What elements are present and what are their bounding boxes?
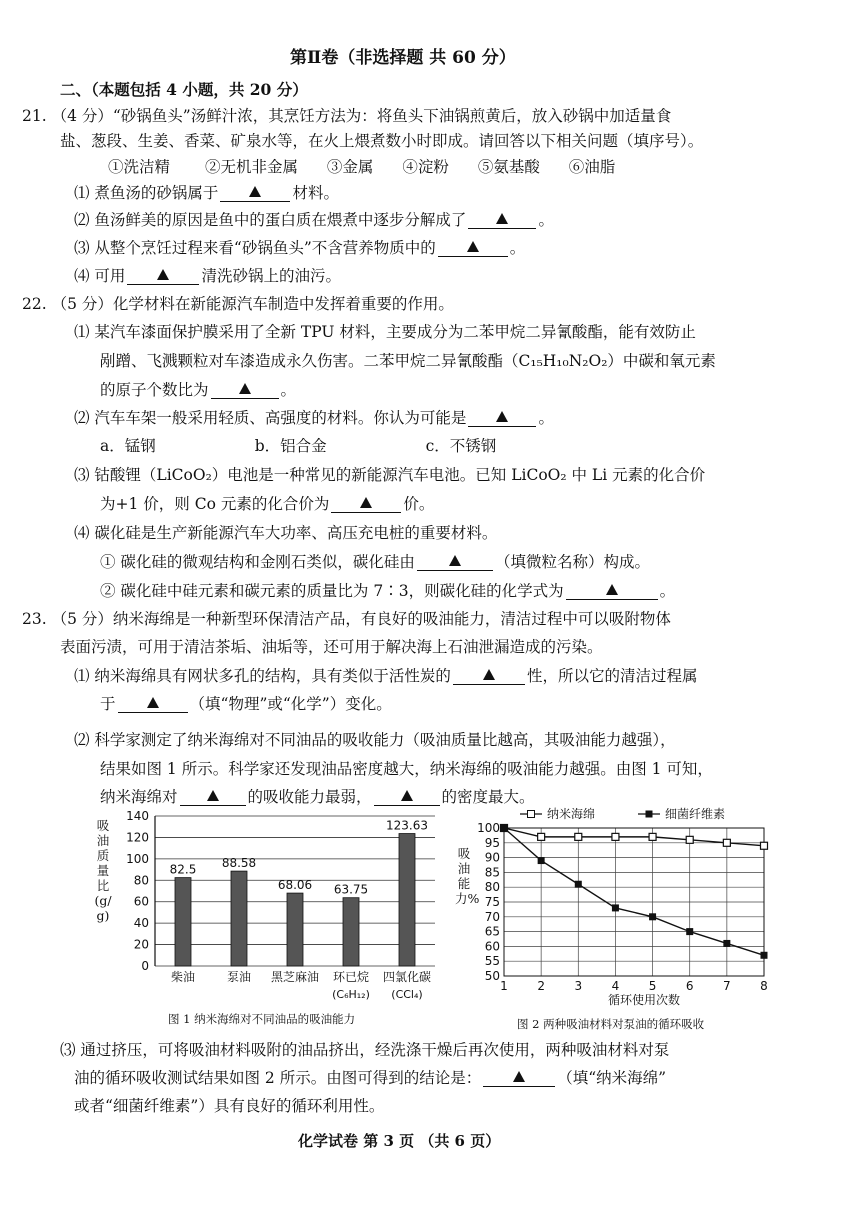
chart2-legend-label: 纳米海绵 — [547, 807, 596, 821]
q22-part2-options — [100, 436, 496, 456]
chart1-data-label: 123.63 — [386, 818, 428, 833]
q22-part3-line2 — [100, 494, 434, 514]
answer-blank[interactable] — [180, 789, 246, 806]
q23-part2-line1: ⑵ 科学家测定了纳米海绵对不同油品的吸收能力（吸油质量比越高，其吸油能力越强）， — [74, 731, 676, 749]
chart2-xtick-label: 3 — [574, 979, 583, 993]
chart1-category-sublabel: (CCl₄) — [391, 988, 423, 1001]
chart1-ytick-label: 60 — [133, 894, 149, 909]
answer-blank[interactable] — [468, 212, 536, 229]
q23-part1-line2 — [100, 694, 392, 714]
q21-options — [108, 157, 615, 177]
chart2-caption: 图 2 两种吸油材料对泵油的循环吸收 — [517, 1017, 705, 1031]
q21-part3-text-end: 。 — [509, 239, 526, 257]
chart1-ytick-label: 140 — [126, 809, 149, 823]
chart2-point-bacterial-cellulose — [686, 928, 693, 935]
q22-part4-sub1-text-end: （填微粒名称）构成。 — [494, 553, 650, 571]
section-heading: 二、（本题包括 4 小题，共 20 分） — [60, 80, 308, 99]
q21-part2 — [74, 210, 554, 230]
q22-part2 — [74, 408, 554, 428]
chart2-point-bacterial-cellulose — [501, 825, 508, 832]
q22-part3-text: 为+1 价，则 Co 元素的化合价为 — [100, 495, 330, 513]
q23-part3-line1: ⑶ 通过挤压，可将吸油材料吸附的油品挤出，经洗涤干燥后再次使用，两种吸油材料对泵 — [60, 1041, 670, 1059]
chart2-ytick-label: 70 — [484, 909, 500, 924]
q21-part4-text-end: 清洗砂锅上的油污。 — [201, 267, 341, 285]
q22-part4-sub1 — [100, 552, 650, 572]
chart2-point-nano-sponge — [686, 836, 693, 843]
answer-blank[interactable] — [438, 240, 508, 257]
blank-triangle-icon — [606, 584, 618, 595]
chart1-ytick-label: 120 — [126, 830, 149, 845]
blank-triangle-icon — [207, 790, 219, 801]
q21-part4 — [74, 266, 341, 286]
chart2-xlabel: 循环使用次数 — [607, 993, 681, 1007]
chart1-data-label: 88.58 — [221, 856, 257, 871]
q23-part3-text: 油的循环吸收测试结果如图 2 所示。由图可得到的结论是： — [74, 1069, 482, 1087]
q23-part3-line2 — [74, 1068, 666, 1088]
q22-option: a．锰钢 — [100, 437, 156, 455]
answer-blank[interactable] — [374, 789, 440, 806]
q22-part4-sub2-text-end: 。 — [659, 582, 676, 600]
q21-part3-text: ⑶ 从整个烹饪过程来看“砂锅鱼头”不含营养物质中的 — [74, 239, 436, 257]
blank-triangle-icon — [449, 555, 461, 566]
answer-blank[interactable] — [127, 268, 199, 285]
q21-option: ②无机非金属 — [204, 158, 298, 176]
chart1-caption: 图 1 纳米海绵对不同油品的吸油能力 — [168, 1012, 356, 1026]
answer-blank[interactable] — [220, 185, 290, 202]
answer-blank[interactable] — [331, 496, 401, 513]
chart2-xtick-label: 6 — [685, 979, 694, 993]
chart2-xtick-label: 4 — [611, 979, 620, 993]
q21-line1: 21. （4 分）“砂锅鱼头”汤鲜汁浓，其烹饪方法为：将鱼头下油锅煎黄后，放入砂锅中加适量食 — [22, 107, 672, 125]
chart2-ytick-label: 60 — [484, 939, 500, 954]
chart1-bar — [343, 898, 359, 966]
chart2-ytick-label: 95 — [484, 835, 500, 850]
q23-part1-text2: 于 — [100, 695, 116, 713]
chart2-line-chart — [470, 800, 790, 1025]
q23-part1-text-mid: 性，所以它的清洁过程属 — [526, 667, 698, 685]
chart1-bar — [231, 871, 247, 966]
blank-triangle-icon — [496, 213, 508, 224]
q22-part4-sub2 — [100, 581, 675, 601]
q22-part2-text-end: 。 — [538, 409, 554, 427]
chart2-ylabel: 吸油能力% — [455, 846, 480, 906]
q21-option: ⑤氨基酸 — [477, 158, 540, 176]
chart2-ytick-label: 55 — [484, 954, 500, 969]
q22-part2-text: ⑵ 汽车车架一般采用轻质、高强度的材料。你认为可能是 — [74, 409, 467, 427]
q21-part1-text-end: 材料。 — [292, 184, 339, 202]
q23-line2: 表面污渍，可用于清洁茶垢、油垢等，还可用于解决海上石油泄漏造成的污染。 — [60, 638, 603, 656]
chart1-ytick-label: 40 — [133, 916, 149, 931]
chart1-ytick-label: 0 — [141, 959, 149, 973]
q21-part1 — [74, 183, 339, 203]
chart2-point-nano-sponge — [761, 842, 768, 849]
chart1-ytick-label: 20 — [133, 937, 149, 952]
q22-part1-line3 — [100, 380, 296, 400]
q21-option: ①洗洁精 — [108, 158, 171, 176]
chart2-point-bacterial-cellulose — [538, 857, 545, 864]
chart1-category-label: 环已烷 — [332, 970, 370, 984]
answer-blank[interactable] — [468, 410, 536, 427]
q22-option: c．不锈钢 — [425, 437, 497, 455]
q22-part1-line1: ⑴ 某汽车漆面保护膜采用了全新 TPU 材料，主要成分为二苯甲烷二异氰酸酯，能有效防止 — [74, 323, 696, 341]
answer-blank[interactable] — [566, 583, 658, 600]
q21-option: ③金属 — [326, 158, 374, 176]
chart1-category-sublabel: (C₆H₁₂) — [332, 988, 370, 1001]
blank-triangle-icon — [239, 383, 251, 394]
q22-part1-text: 的原子个数比为 — [100, 381, 209, 399]
chart1-category-label: 四氯化碳 — [382, 970, 432, 984]
q21-option: ⑥油脂 — [568, 158, 616, 176]
chart2-ytick-label: 75 — [484, 895, 500, 909]
chart1-bar-chart — [105, 806, 465, 1006]
chart2-point-nano-sponge — [649, 833, 656, 840]
chart2-point-nano-sponge — [575, 833, 582, 840]
chart2-xtick-label: 1 — [500, 979, 508, 993]
chart2-xtick-label: 7 — [723, 979, 731, 993]
q23-line1: 23. （5 分）纳米海绵是一种新型环保清洁产品，有良好的吸油能力，清洁过程中可以吸附物体 — [22, 610, 671, 628]
q23-part2-text-mid: 的吸收能力最弱， — [247, 788, 372, 806]
chart2-ytick-label: 100 — [477, 821, 500, 835]
chart2-point-bacterial-cellulose — [575, 881, 582, 888]
chart1-category-label: 柴油 — [170, 970, 196, 984]
page-footer: 化学试卷 第 3 页 （共 6 页） — [298, 1132, 501, 1150]
q23-part3-line3: 或者“细菌纤维素”）具有良好的循环利用性。 — [74, 1097, 385, 1115]
blank-triangle-icon — [360, 497, 372, 508]
chart1-data-label: 68.06 — [277, 878, 313, 893]
blank-triangle-icon — [157, 269, 169, 280]
chart1-bar — [399, 834, 415, 966]
blank-triangle-icon — [496, 411, 508, 422]
q23-part3-text-mid: （填“纳米海绵” — [557, 1069, 667, 1087]
chart1-category-label: 泵油 — [226, 970, 252, 984]
chart1-data-label: 82.5 — [169, 862, 197, 877]
chart1-ytick-label: 100 — [126, 851, 149, 866]
chart2-ytick-label: 65 — [484, 924, 500, 939]
q23-part2-line2: 结果如图 1 所示。科学家还发现油品密度越大，纳米海绵的吸油能力越强。由图 1 可知， — [100, 760, 713, 778]
chart2-xtick-label: 2 — [537, 979, 545, 993]
q21-part2-text-end: 。 — [538, 211, 554, 229]
q22-part1-line2: 剐蹭、飞溅颗粒对车漆造成永久伤害。二苯甲烷二异氰酸酯（C₁₅H₁₀N₂O₂）中碳和氧元素 — [100, 352, 716, 370]
q22-part3-line1: ⑶ 钴酸锂（LiCoO₂）电池是一种常见的新能源汽车电池。已知 LiCoO₂ 中 Li 元素的化合价 — [74, 466, 706, 484]
q21-part2-text: ⑵ 鱼汤鲜美的原因是鱼中的蛋白质在煨煮中逐步分解成了 — [74, 211, 467, 229]
chart2-point-nano-sponge — [612, 833, 619, 840]
q21-part4-text: ⑷ 可用 — [74, 267, 126, 285]
chart2-ytick-label: 50 — [484, 969, 500, 983]
page-title: 第Ⅱ卷（非选择题 共 60 分） — [290, 48, 516, 68]
chart1-category-label: 黑芝麻油 — [270, 970, 320, 984]
blank-triangle-icon — [249, 186, 261, 197]
q21-part1-text: ⑴ 煮鱼汤的砂锅属于 — [74, 184, 219, 202]
q22-part3-text-end: 价。 — [403, 495, 435, 513]
chart1-bar — [287, 893, 303, 966]
chart2-legend-marker — [528, 811, 535, 818]
chart1-ytick-label: 80 — [133, 873, 149, 888]
q23-part2-text-end: 的密度最大。 — [441, 788, 535, 806]
answer-blank[interactable] — [118, 696, 188, 713]
q22-part4: ⑷ 碳化硅是生产新能源汽车大功率、高压充电桩的重要材料。 — [74, 524, 498, 542]
chart2-point-bacterial-cellulose — [723, 940, 730, 947]
chart1-ylabel: 吸油质量比(g/g) — [94, 818, 112, 923]
answer-blank[interactable] — [453, 668, 525, 685]
q22-option: b．铝合金 — [254, 437, 327, 455]
answer-blank[interactable] — [211, 382, 279, 399]
q22-line1: 22. （5 分）化学材料在新能源汽车制造中发挥着重要的作用。 — [22, 295, 454, 313]
q22-part4-sub1-text: ① 碳化硅的微观结构和金刚石类似，碳化硅由 — [100, 553, 415, 571]
q23-part1-text: ⑴ 纳米海绵具有网状多孔的结构，具有类似于活性炭的 — [74, 667, 451, 685]
blank-triangle-icon — [483, 669, 495, 680]
blank-triangle-icon — [147, 697, 159, 708]
blank-triangle-icon — [467, 241, 479, 252]
answer-blank[interactable] — [483, 1070, 555, 1087]
chart2-series-line-bacterial-cellulose — [504, 828, 764, 955]
blank-triangle-icon — [513, 1071, 525, 1082]
chart2-point-nano-sponge — [723, 839, 730, 846]
chart2-ytick-label: 90 — [484, 850, 500, 865]
chart1-data-label: 63.75 — [333, 882, 369, 897]
chart2-ytick-label: 80 — [484, 880, 500, 895]
chart2-point-bacterial-cellulose — [649, 913, 656, 920]
chart1-bar — [175, 878, 191, 966]
chart2-legend-label: 细菌纤维素 — [665, 807, 726, 821]
chart2-point-bacterial-cellulose — [761, 952, 768, 959]
chart2-point-nano-sponge — [538, 833, 545, 840]
q22-part4-sub2-text: ② 碳化硅中硅元素和碳元素的质量比为 7∶3，则碳化硅的化学式为 — [100, 582, 564, 600]
chart2-point-bacterial-cellulose — [612, 904, 619, 911]
q23-part1-text-end: （填“物理”或“化学”）变化。 — [189, 695, 392, 713]
q21-line2: 盐、葱段、生姜、香菜、矿泉水等，在火上煨煮数小时即成。请回答以下相关问题（填序号）。 — [60, 132, 704, 150]
q23-part2-text: 纳米海绵对 — [100, 788, 178, 806]
q22-part1-text-end: 。 — [280, 381, 297, 399]
chart2-xtick-label: 8 — [760, 979, 768, 993]
q23-part1-line1 — [74, 666, 697, 686]
q21-part3 — [74, 238, 525, 258]
blank-triangle-icon — [401, 790, 413, 801]
chart2-legend-marker — [646, 811, 653, 818]
q21-option: ④淀粉 — [402, 158, 449, 176]
answer-blank[interactable] — [417, 554, 493, 571]
chart2-ytick-label: 85 — [484, 865, 500, 880]
chart2-xtick-label: 5 — [648, 979, 657, 993]
